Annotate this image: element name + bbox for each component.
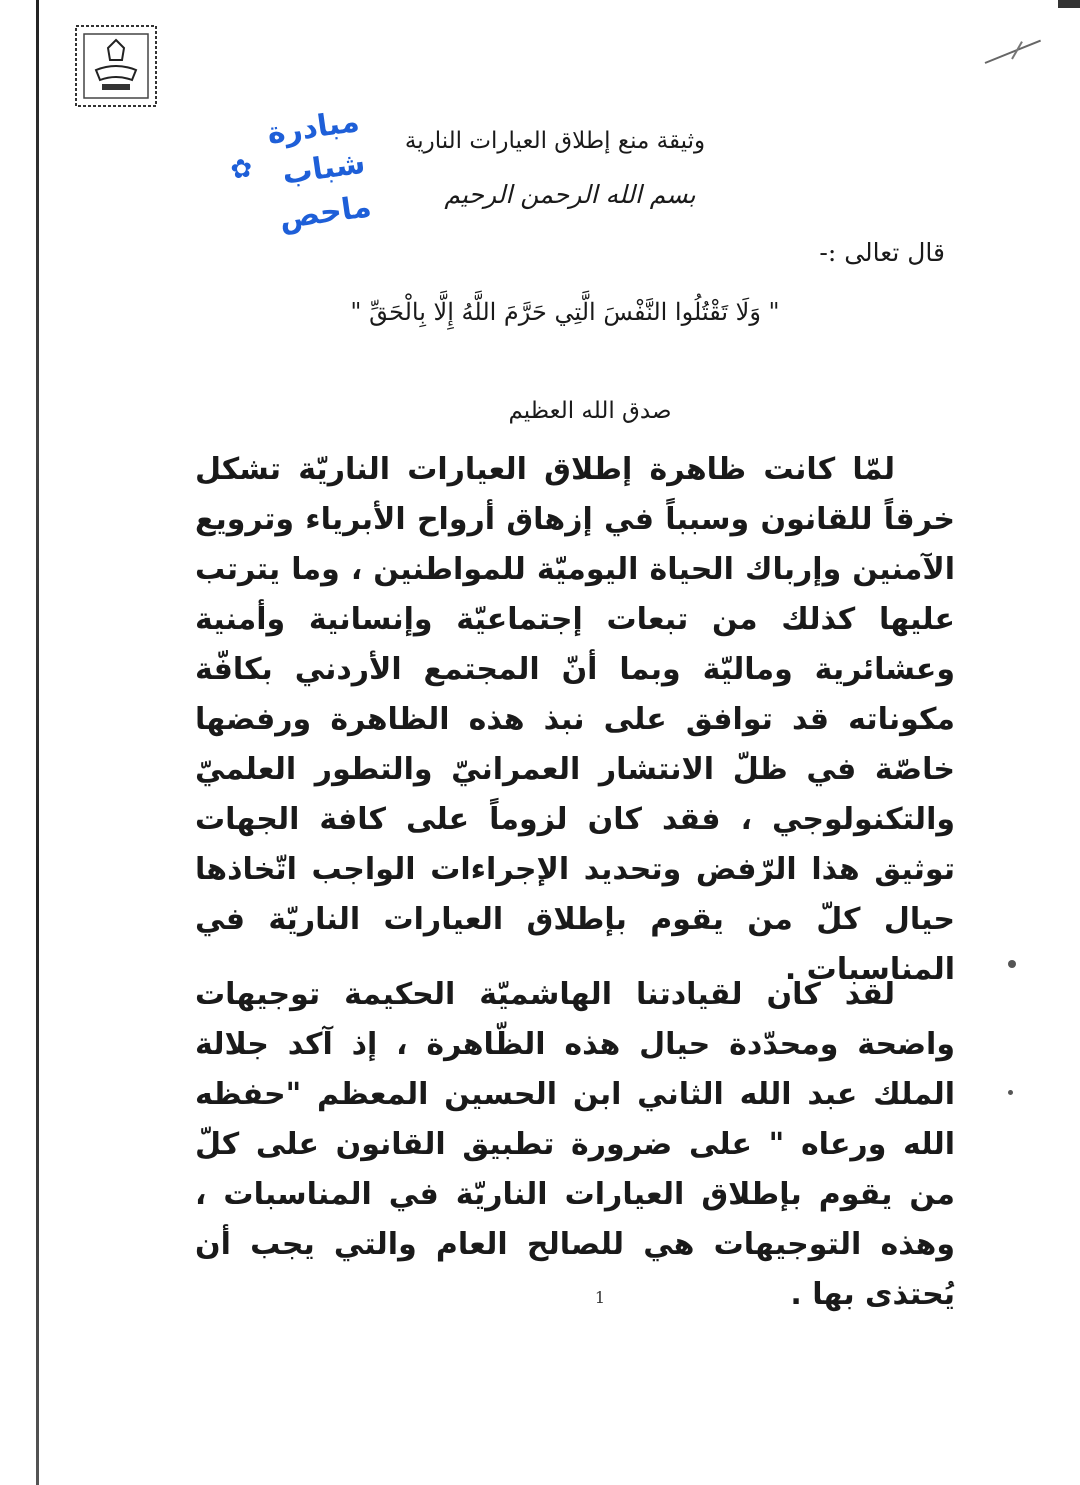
page-corner-mark [1058, 0, 1080, 8]
paragraph-1 [195, 445, 955, 995]
paragraph-2-text: لقد كان لقيادتنا الهاشميّة الحكيمة توجيهات واضحة ومحدّدة حيال هذه الظّاهرة ، إذ آكد جلالة الملك عبد الله الثاني ابن الحسين المعظم "حفظه الله ورعاه " على ضرورة تطبيق القانون على كلّ من يقوم بإطلاق العيارات الناريّة في المناسبات ، وهذه التوجيهات هي للصالح العام والتي يجب أن يُحتذى بها . [195, 977, 955, 1312]
stamp-line-1: مبادرة [265, 103, 362, 152]
ink-speck [1008, 960, 1016, 968]
verse-closing: صدق الله العظيم [508, 398, 672, 424]
quran-intro: قال تعالى :- [819, 238, 945, 267]
ink-speck-2 [1008, 1090, 1013, 1095]
stamp-line-2: شباب [280, 145, 368, 192]
stamp-line-3: ماحص [277, 189, 374, 237]
basmala: بسم الله الرحمن الرحيم [444, 180, 696, 209]
page-edge-line [36, 0, 39, 1485]
document-title: وثيقة منع إطلاق العيارات النارية [404, 128, 706, 154]
page-number: 1 [594, 1288, 606, 1307]
paragraph-2 [195, 970, 955, 1320]
pen-mark [985, 40, 1041, 64]
emblem-icon [72, 22, 160, 110]
initiative-stamp [195, 97, 384, 269]
flower-icon: ✿ [228, 153, 255, 186]
paragraph-1-text: لمّا كانت ظاهرة إطلاق العيارات الناريّة تشكل خرقاً للقانون وسبباً في إزهاق أرواح الأبرياء وترويع الآمنين وإرباك الحياة اليوميّة للمواطنين ، وما يترتب عليها كذلك من تبعات إجتماعيّة وإنسانية وأمنية وعشائرية وماليّة وبما أنّ المجتمع الأردني بكافّة مكوناته قد توافق على نبذ هذه الظاهرة ورفضها خاصّة في ظلّ الانتشار العمرانيّ والتطور العلميّ والتكنولوجي ، فقد كان لزوماً على كافة الجهات توثيق هذا الرّفض وتحديد الإجراءات الواجب اتّخاذها حيال كلّ من يقوم بإطلاق العيارات الناريّة في المناسبات . [195, 452, 955, 987]
quran-verse: " وَلَا تَقْتُلُوا النَّفْسَ الَّتِي حَرَّمَ اللَّهُ إِلَّا بِالْحَقِّ " [350, 298, 780, 326]
